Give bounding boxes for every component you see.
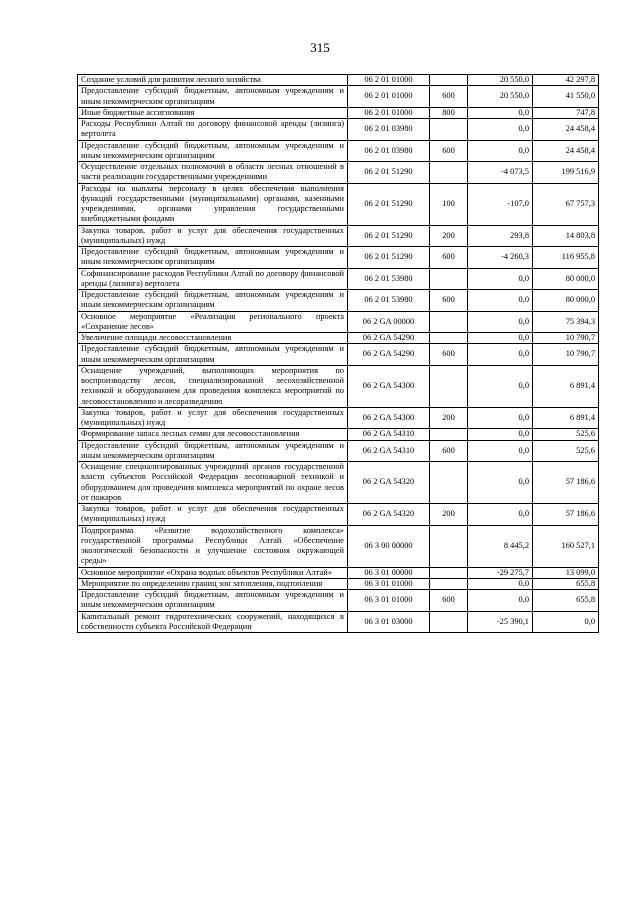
- row-change-cell: 20 550,0: [468, 86, 533, 108]
- row-code-cell: 06 2 GA 54310: [348, 429, 430, 440]
- row-code-cell: 06 2 01 51290: [348, 247, 430, 269]
- row-total-cell: 57 186,6: [533, 504, 599, 526]
- row-name-cell: Закупка товаров, работ и услуг для обеспечения государственных (муниципальных) нужд: [78, 225, 348, 247]
- row-total-cell: 655,8: [533, 590, 599, 612]
- row-name-cell: Предоставление субсидий бюджетным, автономным учреждениям и иным некоммерческим организациям: [78, 440, 348, 462]
- row-name-cell: Предоставление субсидий бюджетным, автономным учреждениям и иным некоммерческим организациям: [78, 344, 348, 366]
- row-code-cell: 06 3 00 00000: [348, 525, 430, 567]
- row-name-cell: Расходы Республики Алтай по договору финансовой аренды (лизинга) вертолета: [78, 119, 348, 141]
- row-expense-type-cell: [430, 311, 468, 333]
- row-change-cell: 20 550,0: [468, 75, 533, 86]
- row-expense-type-cell: 600: [430, 440, 468, 462]
- row-code-cell: 06 3 01 01000: [348, 578, 430, 589]
- table-row: [78, 162, 599, 184]
- table-row: [78, 440, 599, 462]
- row-total-cell: 24 458,4: [533, 119, 599, 141]
- row-name-cell: Закупка товаров, работ и услуг для обеспечения государственных (муниципальных) нужд: [78, 407, 348, 429]
- row-name-cell: Предоставление субсидий бюджетным, автономным учреждениям и иным некоммерческим организациям: [78, 86, 348, 108]
- row-total-cell: 525,6: [533, 440, 599, 462]
- row-name-cell: Оснащение специализированных учреждений органов государственной власти субъектов Российской Федерации лесопожарной техникой и оборудованием для проведения комплекса мероприятий по охране лесов от пожаров: [78, 462, 348, 504]
- row-code-cell: 06 3 01 03000: [348, 611, 430, 633]
- table-row: [78, 75, 599, 86]
- row-change-cell: -4 073,5: [468, 162, 533, 184]
- row-total-cell: 10 790,7: [533, 333, 599, 344]
- row-code-cell: 06 2 01 03980: [348, 119, 430, 141]
- row-code-cell: 06 2 GA 54320: [348, 462, 430, 504]
- row-change-cell: -4 260,3: [468, 247, 533, 269]
- row-code-cell: 06 2 01 51290: [348, 183, 430, 225]
- table-row: [78, 365, 599, 407]
- row-code-cell: 06 3 01 00000: [348, 567, 430, 578]
- row-code-cell: 06 2 GA 54310: [348, 440, 430, 462]
- row-change-cell: 0,0: [468, 333, 533, 344]
- table-row: [78, 611, 599, 633]
- row-name-cell: Предоставление субсидий бюджетным, автономным учреждениям и иным некоммерческим организациям: [78, 247, 348, 269]
- row-change-cell: 0,0: [468, 407, 533, 429]
- row-expense-type-cell: 100: [430, 183, 468, 225]
- table-row: [78, 86, 599, 108]
- row-code-cell: 06 2 01 53980: [348, 268, 430, 290]
- row-change-cell: 0,0: [468, 107, 533, 118]
- row-expense-type-cell: [430, 75, 468, 86]
- table-row: [78, 462, 599, 504]
- table-row: [78, 268, 599, 290]
- row-change-cell: -25 390,1: [468, 611, 533, 633]
- row-expense-type-cell: [430, 268, 468, 290]
- table-row: [78, 140, 599, 162]
- row-name-cell: Основное мероприятие «Охрана водных объектов Республики Алтай»: [78, 567, 348, 578]
- row-expense-type-cell: 600: [430, 590, 468, 612]
- row-change-cell: 0,0: [468, 590, 533, 612]
- row-total-cell: 14 803,8: [533, 225, 599, 247]
- row-code-cell: 06 2 01 51290: [348, 225, 430, 247]
- row-change-cell: 0,0: [468, 440, 533, 462]
- row-total-cell: 42 297,8: [533, 75, 599, 86]
- row-name-cell: Закупка товаров, работ и услуг для обеспечения государственных (муниципальных) нужд: [78, 504, 348, 526]
- table-row: [78, 107, 599, 118]
- table-row: [78, 290, 599, 312]
- row-change-cell: 8 445,2: [468, 525, 533, 567]
- page-number: 315: [310, 40, 330, 55]
- row-name-cell: Подпрограмма «Развитие водохозяйственного комплекса» государственной программы Республики Алтай «Обеспечение экологической безопасности и улучшение состояния окружающей среды»: [78, 525, 348, 567]
- row-total-cell: 6 891,4: [533, 407, 599, 429]
- row-change-cell: 0,0: [468, 429, 533, 440]
- row-total-cell: 80 000,0: [533, 268, 599, 290]
- row-change-cell: 0,0: [468, 578, 533, 589]
- row-name-cell: Софинансирование расходов Республики Алтай по договору финансовой аренды (лизинга) вертолета: [78, 268, 348, 290]
- row-total-cell: 6 891,4: [533, 365, 599, 407]
- row-expense-type-cell: [430, 462, 468, 504]
- row-name-cell: Предоставление субсидий бюджетным, автономным учреждениям и иным некоммерческим организациям: [78, 590, 348, 612]
- row-total-cell: 80 000,0: [533, 290, 599, 312]
- row-total-cell: 199 516,9: [533, 162, 599, 184]
- row-change-cell: 0,0: [468, 462, 533, 504]
- row-code-cell: 06 2 01 51290: [348, 162, 430, 184]
- row-change-cell: 0,0: [468, 268, 533, 290]
- row-change-cell: 0,0: [468, 119, 533, 141]
- row-name-cell: Предоставление субсидий бюджетным, автономным учреждениям и иным некоммерческим организациям: [78, 140, 348, 162]
- row-code-cell: 06 2 GA 54300: [348, 407, 430, 429]
- row-expense-type-cell: 600: [430, 140, 468, 162]
- row-code-cell: 06 2 01 53980: [348, 290, 430, 312]
- row-code-cell: 06 2 GA 54300: [348, 365, 430, 407]
- row-expense-type-cell: [430, 365, 468, 407]
- row-total-cell: 116 955,8: [533, 247, 599, 269]
- row-expense-type-cell: [430, 525, 468, 567]
- row-change-cell: 293,8: [468, 225, 533, 247]
- row-name-cell: Оснащение учреждений, выполняющих мероприятия по воспроизводству лесов, специализированной лесохозяйственной техникой и оборудованием для проведения комплекса мероприятий по лесовосстановлению и лесоразведению: [78, 365, 348, 407]
- table-row: [78, 504, 599, 526]
- row-name-cell: Капитальный ремонт гидротехнических сооружений, находящихся в собственности субъекта Российской Федерации: [78, 611, 348, 633]
- row-expense-type-cell: 600: [430, 290, 468, 312]
- row-code-cell: 06 2 01 01000: [348, 107, 430, 118]
- row-expense-type-cell: 200: [430, 407, 468, 429]
- row-code-cell: 06 2 01 03980: [348, 140, 430, 162]
- row-name-cell: Формирование запаса лесных семян для лесовосстановления: [78, 429, 348, 440]
- row-total-cell: 24 458,4: [533, 140, 599, 162]
- row-expense-type-cell: 600: [430, 344, 468, 366]
- row-total-cell: 0,0: [533, 611, 599, 633]
- row-expense-type-cell: 200: [430, 225, 468, 247]
- row-code-cell: 06 3 01 01000: [348, 590, 430, 612]
- row-change-cell: -107,0: [468, 183, 533, 225]
- row-change-cell: 0,0: [468, 344, 533, 366]
- row-change-cell: 0,0: [468, 504, 533, 526]
- row-expense-type-cell: [430, 578, 468, 589]
- row-change-cell: 0,0: [468, 140, 533, 162]
- row-code-cell: 06 2 01 01000: [348, 86, 430, 108]
- table-row: [78, 429, 599, 440]
- row-total-cell: 41 550,0: [533, 86, 599, 108]
- row-total-cell: 747,8: [533, 107, 599, 118]
- row-code-cell: 06 2 GA 54320: [348, 504, 430, 526]
- table-row: [78, 311, 599, 333]
- table-row: [78, 407, 599, 429]
- row-code-cell: 06 2 01 01000: [348, 75, 430, 86]
- row-code-cell: 06 2 GA 54290: [348, 344, 430, 366]
- row-change-cell: 0,0: [468, 311, 533, 333]
- table-row: [78, 333, 599, 344]
- row-total-cell: 13 099,0: [533, 567, 599, 578]
- table-row: [78, 247, 599, 269]
- row-total-cell: 525,6: [533, 429, 599, 440]
- table-row: [78, 525, 599, 567]
- row-code-cell: 06 2 GA 54290: [348, 333, 430, 344]
- row-expense-type-cell: 200: [430, 504, 468, 526]
- row-code-cell: 06 2 GA 00000: [348, 311, 430, 333]
- table-row: [78, 590, 599, 612]
- budget-table: [77, 74, 599, 633]
- row-name-cell: Предоставление субсидий бюджетным, автономным учреждениям и иным некоммерческим организациям: [78, 290, 348, 312]
- row-name-cell: Осуществление отдельных полномочий в области лесных отношений в части реализации государственными учреждениями: [78, 162, 348, 184]
- row-total-cell: 67 757,3: [533, 183, 599, 225]
- row-name-cell: Создание условий для развития лесного хозяйства: [78, 75, 348, 86]
- row-total-cell: 75 394,3: [533, 311, 599, 333]
- table-row: [78, 225, 599, 247]
- row-name-cell: Основное мероприятие «Реализация регионального проекта «Сохранение лесов»: [78, 311, 348, 333]
- row-expense-type-cell: [430, 333, 468, 344]
- row-expense-type-cell: 600: [430, 247, 468, 269]
- row-name-cell: Иные бюджетные ассигнования: [78, 107, 348, 118]
- row-name-cell: Мероприятие по определению границ зон затопления, подтопления: [78, 578, 348, 589]
- row-name-cell: Расходы на выплаты персоналу в целях обеспечения выполнения функций государственными (муниципальными) органами, казенными учреждениями, органами управления государственными внебюджетными фондами: [78, 183, 348, 225]
- row-expense-type-cell: [430, 429, 468, 440]
- table-row: [78, 183, 599, 225]
- row-change-cell: 0,0: [468, 365, 533, 407]
- row-change-cell: 0,0: [468, 290, 533, 312]
- row-expense-type-cell: [430, 611, 468, 633]
- row-name-cell: Увеличение площади лесовосстановления: [78, 333, 348, 344]
- row-expense-type-cell: [430, 162, 468, 184]
- row-change-cell: -29 275,7: [468, 567, 533, 578]
- row-expense-type-cell: [430, 119, 468, 141]
- row-expense-type-cell: 600: [430, 86, 468, 108]
- row-total-cell: 10 790,7: [533, 344, 599, 366]
- table-row: [78, 344, 599, 366]
- budget-table-body: [78, 75, 599, 633]
- row-total-cell: 655,8: [533, 578, 599, 589]
- table-row: [78, 567, 599, 578]
- row-total-cell: 57 186,6: [533, 462, 599, 504]
- table-row: [78, 119, 599, 141]
- row-expense-type-cell: [430, 567, 468, 578]
- row-expense-type-cell: 800: [430, 107, 468, 118]
- row-total-cell: 160 527,1: [533, 525, 599, 567]
- table-row: [78, 578, 599, 589]
